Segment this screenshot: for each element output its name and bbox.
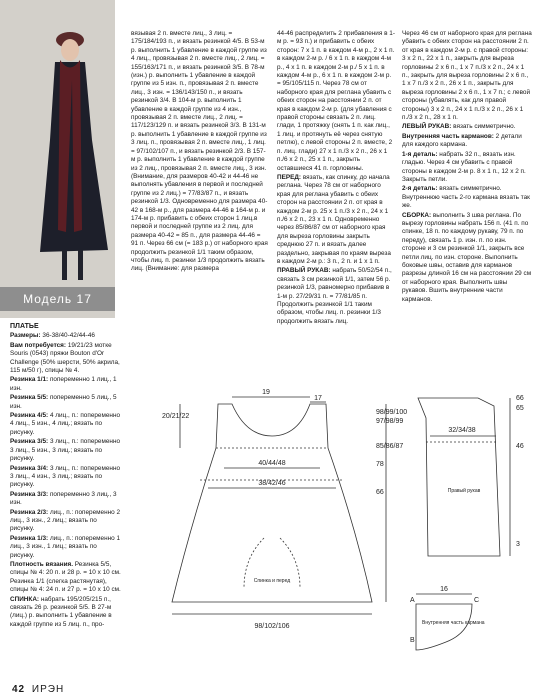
model-caption: Модель 17 bbox=[0, 287, 115, 311]
label: ЛЕВЫЙ РУКАВ: bbox=[402, 123, 452, 131]
text: 2 детали для каждого кармана. bbox=[402, 132, 522, 149]
text: попеременно 5 лиц., 5 изн. bbox=[10, 394, 117, 410]
dim-arm: 38/42/46 bbox=[258, 480, 286, 487]
model-figure-illustration bbox=[0, 0, 115, 318]
text: лиц., п.: попеременно 2 лиц., 3 изн., 2 лиц.; вязать по рисунку. bbox=[10, 508, 121, 533]
text: выполнить 3 шва реглана. По вырезу горловины набрать 156 п. (41 п. по спинке, 18 п. по каждому рукаву, 79 п. по переду), связать 1 р. изн. п. по изн. стороне и 3 см резинкой 1/1, закрыть все петли лиц. по изн. стороне. Выполнить боковые швы, оставив для карманов разрезы длиной 16 см на расстоянии 29 см от наборного края. Выполнить швы рукавов. Вшить внутренние части карманов. bbox=[402, 211, 532, 303]
text: попеременно 1 лиц., 1 изн. bbox=[10, 376, 117, 392]
text: набрать 195/205/215 п., связать 26 р. резинкой 5/5. В 27-м (лиц.) р. выполнить 1 убавление в каждой группе из 5 лиц. п., про- bbox=[10, 595, 112, 628]
label: Резинка 3/4: bbox=[10, 464, 49, 472]
text: 44-46 распределить 2 прибавления в 1-м р. = 93 п.) и прибавить с обеих сторон: 7 х 1 п. в каждом 4-м р., 2 х 1 п. в каждом 2-м р. / 6 х 1 п. в каждом 4-м р., 4 х 1 п. в каждом 2-м р./ 5 х 1 п. в каждом 4-м р., 6 х 1 п. в каждом 2-м р. = 95/105/115 п. Через 78 см от наборного края для реглана убавить с обеих сторон на расстоянии 2 п. от края в каждом 2-м р. (для убавления с правой стороны связать 2 п. лиц. глади, 1 протяжку (снять 1 п. как лиц., 1 лиц. и протянуть её через снятую петлю), с левой стороны 2 п. вместе, 2 п. лиц. глади) 27 х 1 п./3 х 2 п., 26 х 1 п./6 х 2 п., 25 х 1 п., закрыть оставшиеся 41 п. горловины. bbox=[277, 30, 395, 172]
pocket-width: 16 bbox=[440, 586, 448, 593]
label: Плотность вязания. bbox=[10, 560, 74, 568]
pocket-b: B bbox=[410, 637, 415, 644]
dim-top: 19 bbox=[262, 389, 270, 396]
column-3 bbox=[277, 30, 395, 327]
text: набрать 32 п., вязать изн. гладью. Через 4 см убавить с правой стороны в каждом 2-м р. 8 х 1 п., 12 х 2 п. Закрыть петли. bbox=[402, 150, 526, 183]
dim-top-side: 17 bbox=[314, 395, 322, 402]
magazine-brand: ИРЭН bbox=[31, 684, 65, 695]
text: 3 лиц., п.: попеременно 3 лиц., 4 изн., 3 лиц.; вязать по рисунку. bbox=[10, 464, 121, 489]
text: Через 46 см от наборного края для реглана убавить с обеих сторон на расстоянии 2 п. от края в каждом 2-м р. с правой стороны: 3 х 2 п., 22 х 1 п., закрыть для выреза горловины 2 х 6 п., 1 х 7 п./3 х 2 п., 24 х 1 п., закрыть для выреза горловины 2 х 6 п., 1 х 7 п./3 х 2 п., 26 х 1 п., закрыть для выреза горловины 2 х 6 п., 1 х 7 п.; с левой стороны (убавлять, как для правой стороны) 3 х 2 п., 24 х 1 п./3 х 2 п., 26 х 1 п./3 х 2 п., 28 х 1 п. bbox=[402, 30, 532, 122]
sleeve-h1: 66 bbox=[516, 395, 524, 402]
text: набрать 50/52/54 п., связать 3 см резинкой 1/1, затем 56 р. резинкой 1/3, равномерно прибавив в 1-м р. 27/29/31 п. = 77/81/85 п. Продолжить резинкой 1/1 таким образом, чтобы лиц. п. резинки 1/3 продолжить вязать лиц. bbox=[277, 267, 392, 325]
text: 19/21/23 мотке Souris (0543) пряжи Bouton d'Or Challenge (50% шерсти, 50% акрила, 115 м/50 г), спицы № 4. bbox=[10, 341, 120, 375]
label: СПИНКА: bbox=[10, 595, 40, 603]
pattern-schematic bbox=[160, 388, 542, 678]
pocket-a: A bbox=[410, 597, 415, 604]
text: 4 лиц., п.: попеременно 4 лиц., 5 изн., 4 лиц.; вязать по рисунку. bbox=[10, 412, 121, 436]
dim-h-right5: 66 bbox=[376, 489, 384, 496]
label: Размеры: bbox=[10, 332, 41, 340]
model-photo bbox=[0, 0, 115, 318]
text: вязать, как спинку, до начала реглана. Через 78 см от наборного края для реглана убавить с обеих сторон на расстоянии 2 п. от края в каждом 2-м р. 25 х 1 п./3 х 2 п., 24 х 1 п./6 х 2 п., 23 х 1 п. Одновременно через 85/86/87 см от наборного края для выреза горловины закрыть среднюю 27 п. и вязать далее раздельно, закрывая по краям выреза в каждом 2-м р.: 3 п., 2 п. и 1 х 1 п. bbox=[277, 173, 391, 265]
text: 3 лиц., п.: попеременно 3 лиц., 5 изн., 3 лиц.; вязать по рисунку. bbox=[10, 438, 121, 463]
dim-bottom: 98/102/106 bbox=[254, 623, 290, 630]
sleeve-h3: 46 bbox=[516, 443, 524, 450]
dim-h-right3: 85/86/87 bbox=[376, 443, 404, 450]
label: Резинка 3/3: bbox=[10, 490, 49, 498]
label: Резинка 1/1: bbox=[10, 376, 49, 384]
label: Резинка 1/3: bbox=[10, 534, 49, 542]
page-footer bbox=[12, 684, 64, 695]
dim-h-left: 20/21/22 bbox=[162, 413, 190, 420]
label: Резинка 4/5: bbox=[10, 412, 49, 420]
label: СБОРКА: bbox=[402, 211, 432, 219]
sleeve-top: 32/34/38 bbox=[448, 427, 476, 434]
dim-h-right4: 78 bbox=[376, 461, 384, 468]
page-number: 42 bbox=[12, 684, 26, 695]
dim-h-right1: 98/99/100 bbox=[376, 409, 408, 416]
pattern-diagram bbox=[160, 388, 542, 678]
label: Резинка 3/5: bbox=[10, 438, 49, 446]
text: вязать симметрично. Внутреннюю часть 2-го кармана вязать так же. bbox=[402, 185, 530, 210]
text: попеременно 3 лиц., 3 изн. bbox=[10, 490, 117, 507]
column-4 bbox=[402, 30, 532, 305]
label: ПРАВЫЙ РУКАВ: bbox=[277, 267, 331, 275]
dim-h-right2: 97/98/99 bbox=[376, 418, 404, 425]
label: Вам потребуется: bbox=[10, 341, 67, 349]
text: лиц., п.: попеременно 1 лиц., 3 изн., 1 лиц.; вязать по рисунку. bbox=[10, 534, 121, 559]
pocket-c: C bbox=[474, 597, 480, 604]
sleeve-h2: 65 bbox=[516, 405, 524, 412]
label: ПЕРЕД: bbox=[277, 173, 302, 181]
sleeve-label: Правый рукав bbox=[447, 488, 481, 494]
text: вязывая 2 п. вместе лиц., 3 лиц. = 175/184/193 п., и вязать резинкой 4/5. В 53-м р. выполнить 1 убавление в каждой группе из 4 лиц., провязывая 2 п. вместе лиц., 2 лиц. = 155/163/171 п., и вязать резинкой 3/5. В 78-м (изн.) р. выполнить 1 убавление в каждой группе из 5 изн. п., провязывая 2 п. вместе лиц., 3 изн. = 136/143/150 п., и вязать резинкой 3/4. В 104-м р. выполнить 1 убавление в каждой группе из 4 изн., провязывая 2 п. вместе лиц., 2 лиц. = 117/123/129 п. и вязать резинкой 3/3. В 131-м р. выполнить 1 убавление в каждой группе из 3 лиц. п., провязывая 2 п. вместе лиц., 1 лиц. = 97/102/107 п., и вязать резинкой 2/3. В 157-м р. выполнить 1 убавление в каждой группе из 2 лиц., провязывая 2 п. вместе лиц., 3 изн. (Внимание, для размеров 40-42 и 44-46 не выполнять убавления в первой и последней группе из 2 лиц.) = 77/83/87 п., и вязать резинкой 1/3. Одновременно для размера 40-42 в 168-м р., для размера 44-46 в 164-м р. и 174-м р. прибавить с обеих сторон 1 лиц.в первой и последней группе из 2 лиц. для размера 40-42 = 85 п., для размера 44-46 = 91 п. Через 66 см (= 183 р.) от наборного края продолжить резинкой 1/1 таким образом, чтобы лиц. п. резинки 1/3 продолжить вязать лиц. (Внимание: для размера bbox=[131, 30, 268, 273]
column-1 bbox=[10, 323, 122, 630]
section-title: ПЛАТЬЕ bbox=[10, 323, 39, 330]
diagram-labels bbox=[162, 389, 524, 644]
label: 2-я деталь: bbox=[402, 185, 438, 193]
text: вязать симметрично. bbox=[451, 123, 516, 131]
dim-neck: 40/44/48 bbox=[258, 460, 286, 467]
text: 36-38/40-42/44-46 bbox=[40, 332, 95, 340]
label: Резинка 2/3: bbox=[10, 508, 49, 516]
label: Внутренняя часть карманов: bbox=[402, 132, 494, 140]
label: Резинка 5/5: bbox=[10, 394, 49, 402]
pocket-label: Внутренняя часть кармана bbox=[422, 620, 485, 626]
label: 1-я деталь: bbox=[402, 150, 438, 158]
column-2 bbox=[131, 30, 269, 275]
sleeve-h4: 3 bbox=[516, 541, 520, 548]
dress-label: Спинка и перед bbox=[253, 578, 291, 584]
text: Резинка 5/5, спицы № 4: 20 п. и 28 р. = 10 х 10 см. Резинка 1/1 (слегка растянутая), спицы № 4: 24 п. и 27 р. = 10 х 10 см. bbox=[10, 560, 121, 594]
